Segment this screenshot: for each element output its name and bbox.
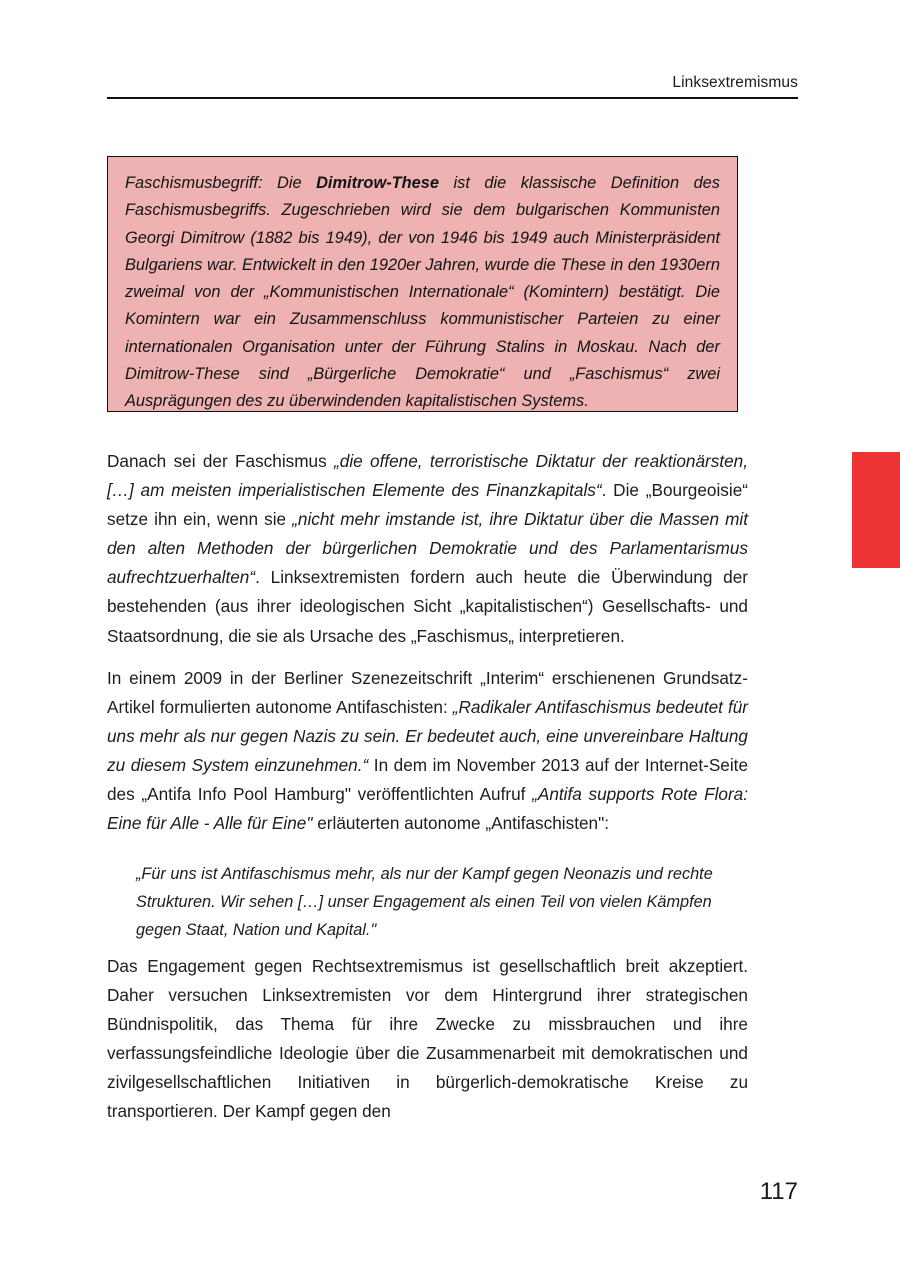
p2-segment-a: In einem 2009 in der Berliner Szenezeitschrift „Interim“ erschienenen Grundsatz-Artikel formulierten autonome Antifaschisten:: [107, 668, 748, 718]
indented-block-quote: „Für uns ist Antifaschismus mehr, als nur der Kampf gegen Neonazis und rechte Strukturen. Wir sehen […] unser Engagement als einen Teil von vielen Kämpfen gegen Staat, Nation und Kapital.": [136, 865, 713, 939]
p1-segment-a: Danach sei der Faschismus: [107, 451, 335, 471]
page-number: 117: [759, 1178, 798, 1205]
p2-segment-b: In dem im November 2013 auf der Internet-Seite des „Antifa Info Pool Hamburg" veröffentlichten Aufruf: [107, 755, 749, 805]
paragraph-interim-article: [107, 664, 748, 839]
p2-segment-c: erläuterten autonome „Antifaschisten":: [312, 813, 609, 834]
red-thumb-tab-marker: [852, 452, 900, 568]
header-rule: [107, 97, 798, 99]
p1-quote-2: „nicht mehr imstande ist, ihre Diktatur über die Massen mit den alten Methoden der bürgerlichen Demokratie und des Parlamentarismus aufrechtzuerhalten“: [107, 509, 748, 588]
p2-quote-2: „Antifa supports Rote Flora: Eine für Alle - Alle für Eine": [107, 784, 749, 834]
paragraph-rechtsextremismus-engagement: Das Engagement gegen Rechtsextremismus ist gesellschaftlich breit akzeptiert. Daher versuchen Linksextremisten vor dem Hintergrund ihrer strategischen Bündnispolitik, das Thema für ihre Zwecke zu missbrauchen und ihre verfassungsfeindliche Ideologie über die Zusammenarbeit mit demokratischen und zivilgesellschaftlichen Initiativen in bürgerlich-demokratische Kreise zu transportieren. Der Kampf gegen den: [107, 956, 748, 1122]
definition-callout-text: [125, 170, 720, 416]
definition-term: Dimitrow-These: [316, 174, 440, 192]
p1-segment-c: . Linksextremisten fordern auch heute die Überwindung der bestehenden (aus ihrer ideologischen Sicht „kapitalistischen“) Gesellschafts- und Staatsordnung, die sie als Ursache des „Faschismus„ interpretieren.: [107, 567, 748, 646]
paragraph-dimitrow-definition: [107, 447, 748, 651]
p1-quote-1: „die offene, terroristische Diktatur der reaktionärsten, […] am meisten imperialistischen Elemente des Finanzkapitals“: [107, 451, 748, 501]
p2-quote-1: „Radikaler Antifaschismus bedeutet für uns mehr als nur gegen Nazis zu sein. Er bedeutet auch, eine unvereinbare Haltung zu diesem System einzunehmen.“: [107, 697, 749, 776]
p1-segment-b: . Die „Bourgeoisie“ setze ihn ein, wenn sie: [107, 480, 748, 530]
running-head: Linksextremismus: [672, 74, 798, 91]
definition-callout-box: [107, 156, 738, 412]
definition-lead-in: Faschismusbegriff: Die: [125, 174, 317, 192]
definition-body: ist die klassische Definition des Faschismusbegriffs. Zugeschrieben wird sie dem bulgarischen Kommunisten Georgi Dimitrow (1882 bis 1949), der von 1946 bis 1949 auch Ministerpräsident Bulgariens war. Entwickelt in den 1920er Jahren, wurde die These in den 1930ern zweimal von der „Kommunistischen Internationale“ (Komintern) bestätigt. Die Komintern war ein Zusammenschluss kommunistischer Parteien zu einer internationalen Organisation unter der Führung Stalins in Moskau. Nach der Dimitrow-These sind „Bürgerliche Demokratie“ und „Faschismus“ zwei Ausprägungen des zu überwindenden kapitalistischen Systems.: [125, 174, 720, 411]
